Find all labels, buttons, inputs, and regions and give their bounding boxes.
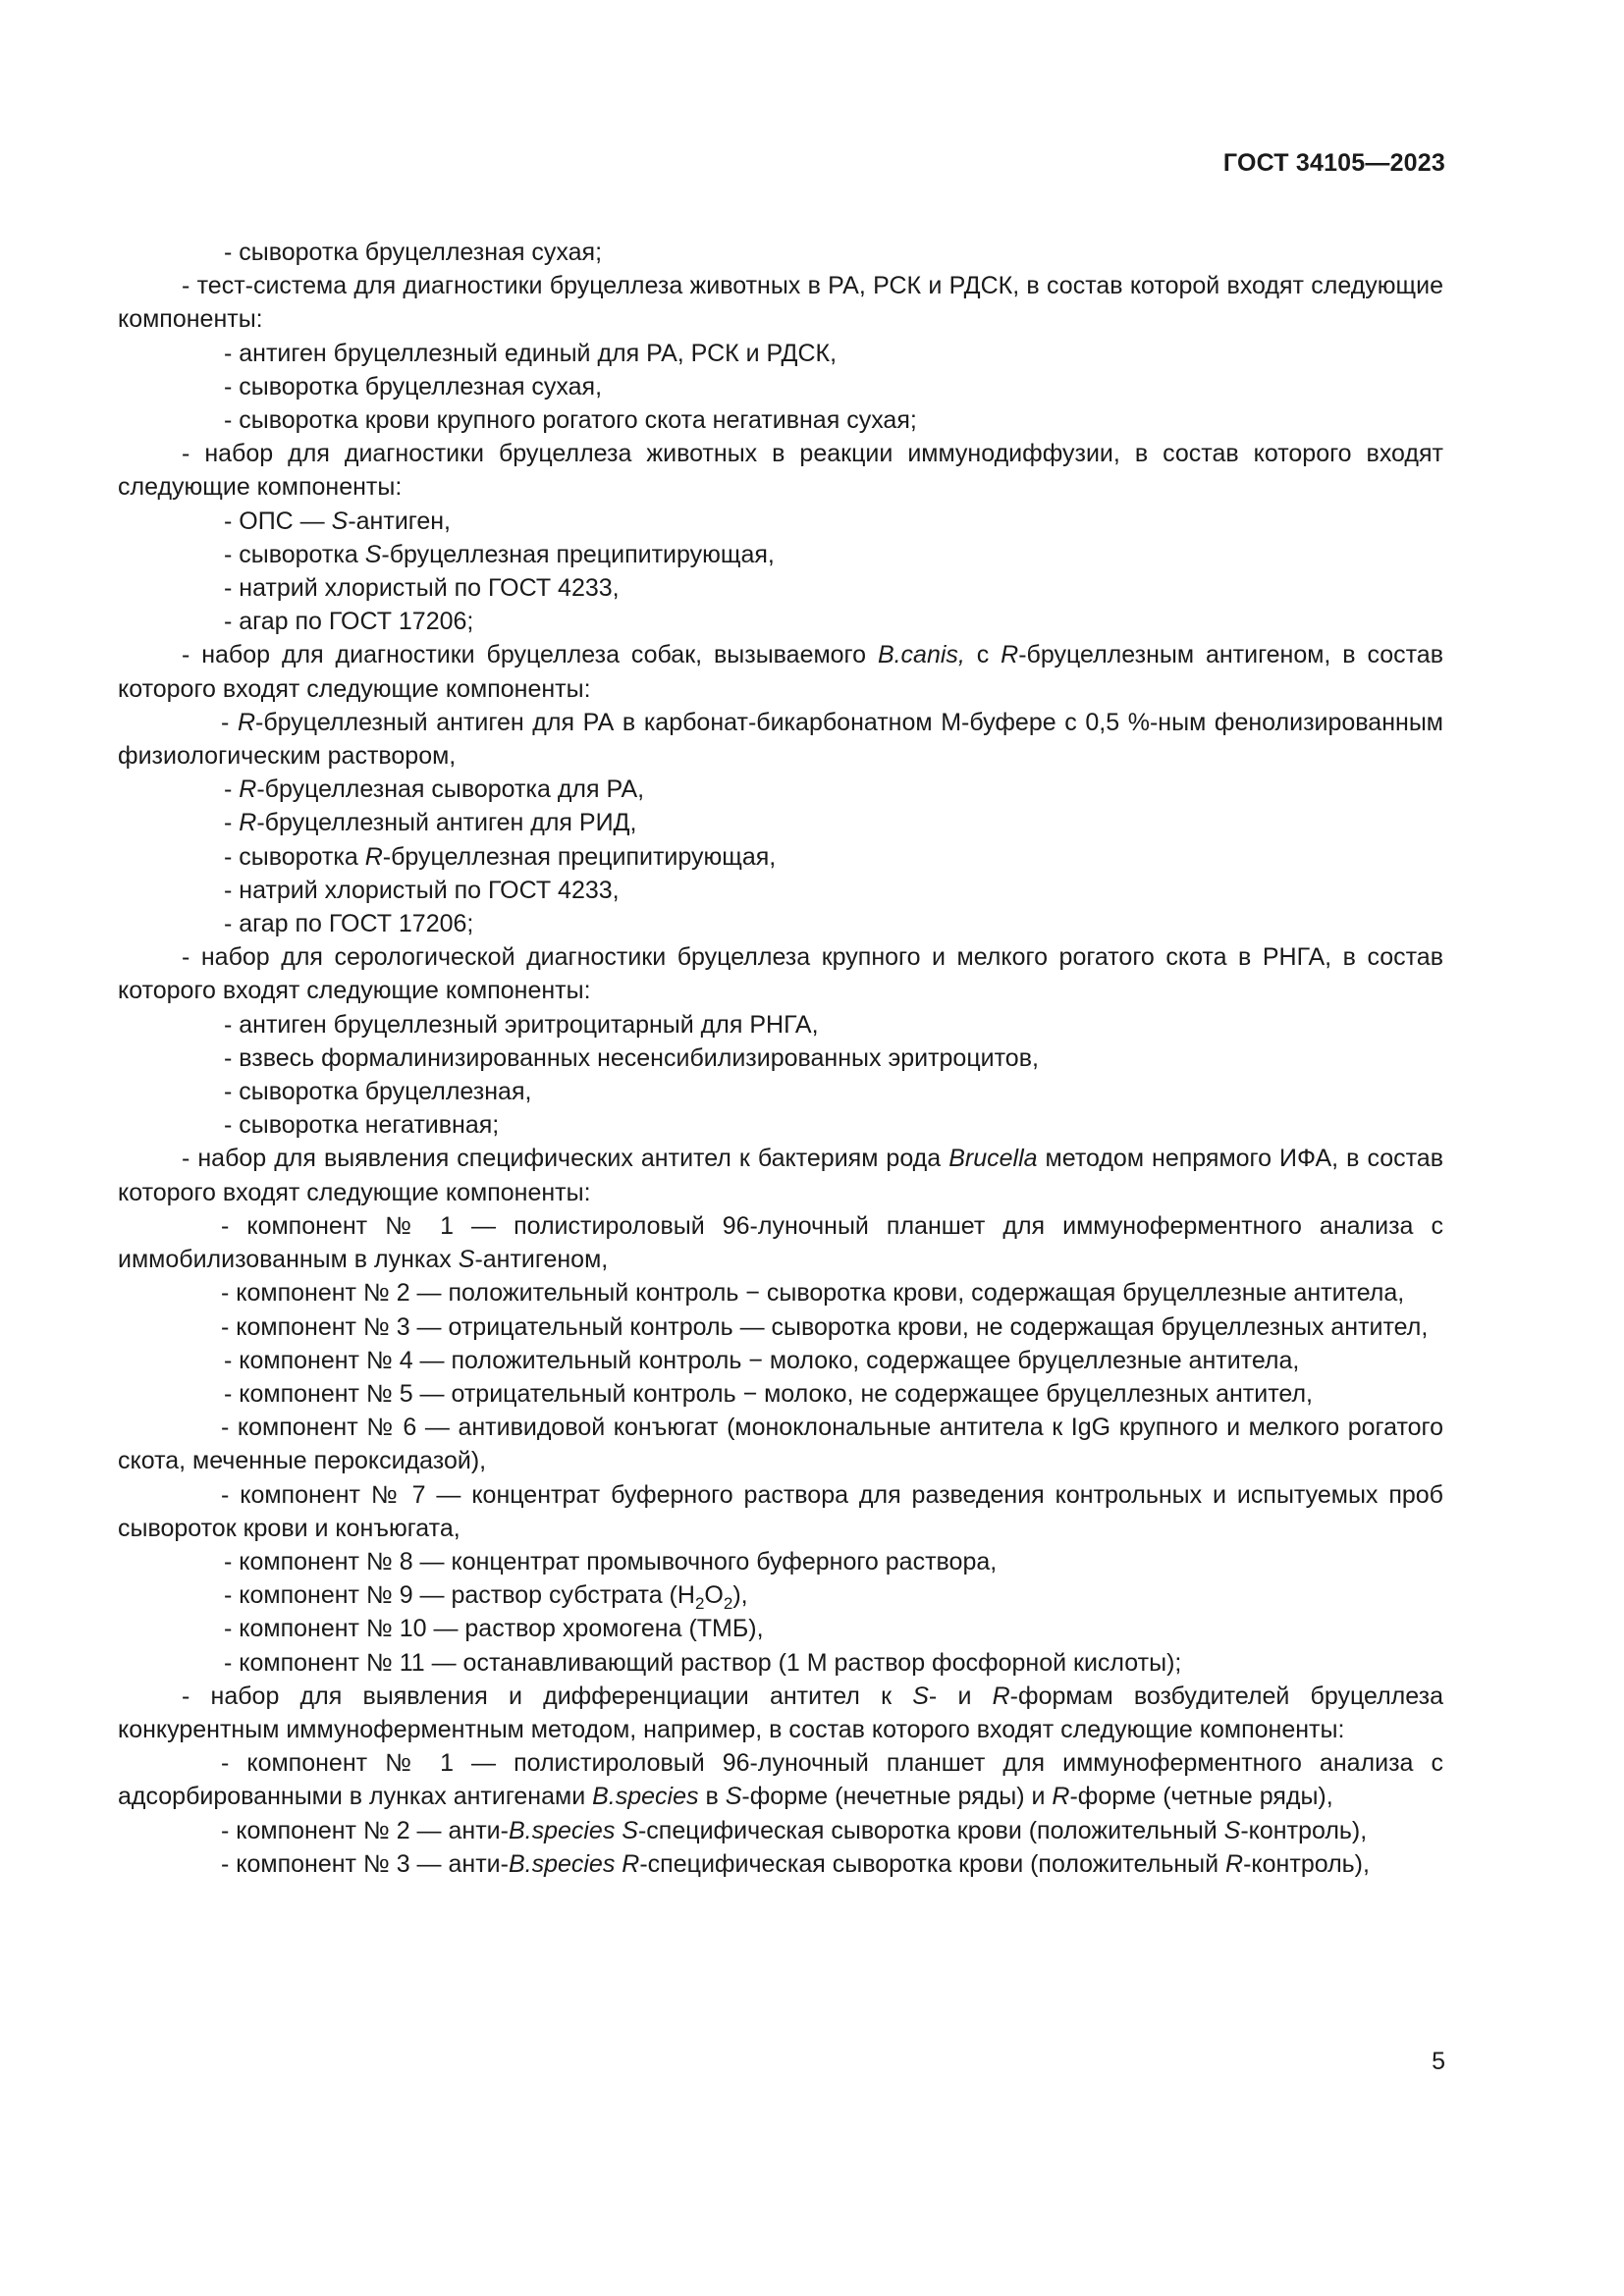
text-segment: - компонент № 2 — положительный контроль − сыворотка крови, содержащая бруцеллезные антитела,	[221, 1279, 1405, 1308]
list-item	[118, 1377, 1443, 1411]
text-segment: - тест-система для диагностики бруцеллеза животных в РА, РСК и РДСК, в состав которой входят следующие компоненты:	[118, 272, 1443, 334]
text-segment: - компонент № 4 — положительный контроль − молоко, содержащее бруцеллезные антитела,	[224, 1346, 1300, 1374]
list-item	[118, 638, 1443, 705]
list-item	[118, 605, 1443, 638]
text-segment: -	[224, 809, 240, 837]
italic-text: R	[1001, 641, 1019, 669]
list-item	[118, 1578, 1443, 1612]
list-item	[118, 1008, 1443, 1041]
text-segment: - набор для серологической диагностики бруцеллеза крупного и мелкого рогатого скота в РНГА, в состав которого входят следующие компоненты:	[118, 943, 1443, 1005]
italic-text: R	[992, 1682, 1010, 1710]
text-segment: - взвесь формалинизированных несенсибилизированных эритроцитов,	[224, 1043, 1039, 1072]
text-segment: -специфическая сыворотка крови (положительный	[639, 1849, 1226, 1878]
list-item	[118, 403, 1443, 437]
text-segment: - компонент № 10 — раствор хромогена (ТМБ),	[224, 1615, 764, 1643]
text-segment: методом непрямого ИФА, в состав которого входят следующие компоненты:	[118, 1145, 1443, 1206]
text-segment: -бруцеллезная сыворотка для РА,	[256, 775, 645, 804]
list-item	[118, 840, 1443, 874]
italic-text: R	[237, 708, 256, 736]
italic-text: S	[458, 1246, 475, 1274]
list-item	[118, 571, 1443, 605]
list-item	[118, 236, 1443, 269]
text-segment: - компонент № 2 — анти-	[221, 1816, 509, 1844]
text-segment: - сыворотка негативная;	[224, 1111, 500, 1140]
text-segment: - антиген бруцеллезный единый для РА, РСК и РДСК,	[224, 339, 838, 367]
text-segment: -форме (четные ряды),	[1069, 1783, 1333, 1811]
list-item	[118, 907, 1443, 940]
list-item	[118, 1108, 1443, 1142]
list-item	[118, 806, 1443, 839]
text-segment: - агар по ГОСТ 17206;	[224, 608, 474, 636]
list-item	[118, 1545, 1443, 1578]
text-segment: с	[964, 641, 1001, 669]
list-item	[118, 538, 1443, 571]
text-segment: - набор для выявления и дифференциации антител к	[182, 1682, 913, 1710]
italic-text: R	[1052, 1783, 1070, 1811]
text-segment: -антиген,	[348, 507, 452, 535]
text-segment: - сыворотка бруцеллезная сухая,	[224, 372, 603, 400]
text-segment: - сыворотка бруцеллезная,	[224, 1078, 532, 1106]
italic-text: B.canis,	[877, 641, 965, 669]
text-segment: - сыворотка	[224, 842, 365, 871]
italic-text: R	[364, 842, 383, 871]
list-item	[118, 1075, 1443, 1108]
text-segment: -форме (нечетные ряды) и	[741, 1783, 1053, 1811]
text-segment: - натрий хлористый по ГОСТ 4233,	[224, 876, 620, 904]
italic-text: R	[622, 1849, 640, 1878]
list-item	[118, 940, 1443, 1007]
list-item	[118, 1814, 1443, 1847]
text-segment: -	[221, 708, 238, 736]
list-item	[118, 1478, 1443, 1545]
text-segment: -контроль),	[1240, 1816, 1368, 1844]
list-item	[118, 874, 1443, 907]
text-segment: - набор для выявления специфических антител к бактериям рода	[182, 1145, 949, 1173]
subscript-text: 2	[694, 1594, 705, 1614]
text-segment: - компонент № 11 — останавливающий раствор (1 М раствор фосфорной кислоты);	[224, 1648, 1182, 1677]
text-segment: - натрий хлористый по ГОСТ 4233,	[224, 574, 620, 603]
italic-text: S	[725, 1783, 742, 1811]
list-item	[118, 1411, 1443, 1477]
text-segment: - компонент № 8 — концентрат промывочного буферного раствора,	[224, 1547, 998, 1575]
text-segment: -специфическая сыворотка крови (положительный	[637, 1816, 1224, 1844]
text-segment: - компонент № 6 — антивидовой конъюгат (моноклональные антитела к IgG крупного и мелкого рогатого скота, меченные пероксидазой),	[118, 1414, 1443, 1475]
text-segment: - ОПС —	[224, 507, 332, 535]
text-segment: в	[698, 1783, 726, 1811]
text-segment: ),	[732, 1581, 748, 1610]
italic-text: R	[239, 809, 257, 837]
subscript-text: 2	[723, 1594, 733, 1614]
text-segment: - компонент № 1 — полистироловый 96-луночный планшет для иммуноферментного анализа с иммобилизованным в лунках	[118, 1211, 1443, 1274]
list-item	[118, 1142, 1443, 1208]
italic-text: S	[331, 507, 349, 535]
list-item	[118, 1847, 1443, 1881]
page-number: 5	[1432, 2048, 1445, 2075]
italic-text: S	[622, 1816, 638, 1844]
text-segment: -бруцеллезным антигеном, в состав которого входят следующие компоненты:	[118, 641, 1443, 703]
text-segment: - сыворотка	[224, 540, 365, 568]
list-item	[118, 1344, 1443, 1377]
italic-text: R	[1225, 1849, 1244, 1878]
list-item	[118, 1041, 1443, 1075]
text-segment: - агар по ГОСТ 17206;	[224, 910, 474, 938]
document-header: ГОСТ 34105—2023	[1222, 149, 1445, 177]
list-item	[118, 773, 1443, 806]
text-segment: - набор для диагностики бруцеллеза животных в реакции иммунодиффузии, в состав которого входят следующие компоненты:	[118, 440, 1443, 502]
text-segment: -антигеном,	[474, 1246, 609, 1274]
list-item	[118, 1680, 1443, 1746]
text-segment: -бруцеллезный антиген для РА в карбонат-бикарбонатном М-буфере с 0,5 %-ным фенолизированным физиологическим раствором,	[118, 708, 1443, 771]
list-item	[118, 1310, 1443, 1344]
text-segment: - набор для диагностики бруцеллеза собак, вызываемого	[182, 641, 878, 669]
document-body	[118, 236, 1443, 1881]
italic-text: S	[364, 540, 382, 568]
text-segment: -контроль),	[1243, 1849, 1370, 1878]
list-item	[118, 370, 1443, 403]
italic-text: B.species	[592, 1783, 699, 1811]
italic-text: S	[912, 1682, 929, 1710]
list-item	[118, 1646, 1443, 1680]
italic-text: S	[1223, 1816, 1241, 1844]
text-segment: -формам возбудителей бруцеллеза конкурентным иммуноферментным методом, например, в состав которого входят следующие компоненты:	[118, 1682, 1443, 1743]
text-segment: - компонент № 3 — анти-	[221, 1849, 509, 1878]
italic-text: B.species	[508, 1849, 616, 1878]
text-segment: - антиген бруцеллезный эритроцитарный для РНГА,	[224, 1010, 819, 1039]
list-item	[118, 269, 1443, 336]
text-segment: -бруцеллезная преципитирующая,	[382, 842, 777, 871]
text-segment: - и	[928, 1682, 993, 1710]
list-item	[118, 1276, 1443, 1309]
list-item	[118, 337, 1443, 370]
text-segment: -бруцеллезный антиген для РИД,	[256, 809, 637, 837]
text-segment: O	[704, 1581, 724, 1610]
list-item	[118, 437, 1443, 504]
list-item	[118, 505, 1443, 538]
list-item	[118, 1746, 1443, 1813]
text-segment: - компонент № 1 — полистироловый 96-луночный планшет для иммуноферментного анализа с адсорбированными в лунках антигенами	[118, 1749, 1443, 1811]
list-item	[118, 706, 1443, 773]
list-item	[118, 1209, 1443, 1276]
text-segment: -	[224, 775, 240, 804]
italic-text: Brucella	[948, 1145, 1038, 1173]
text-segment: - компонент № 3 — отрицательный контроль — сыворотка крови, не содержащая бруцеллезных антител,	[221, 1312, 1429, 1341]
list-item	[118, 1612, 1443, 1645]
text-segment: - сыворотка бруцеллезная сухая;	[224, 239, 603, 266]
italic-text: R	[239, 775, 257, 804]
text-segment: - компонент № 5 — отрицательный контроль − молоко, не содержащее бруцеллезных антител,	[224, 1379, 1313, 1408]
text-segment: - компонент № 7 — концентрат буферного раствора для разведения контрольных и испытуемых проб сывороток крови и конъюгата,	[118, 1480, 1443, 1542]
text-segment: - компонент № 9 — раствор субстрата (H	[224, 1581, 695, 1610]
text-segment: -бруцеллезная преципитирующая,	[381, 540, 775, 568]
italic-text: B.species	[508, 1816, 616, 1844]
text-segment: - сыворотка крови крупного рогатого скота негативная сухая;	[224, 406, 917, 435]
